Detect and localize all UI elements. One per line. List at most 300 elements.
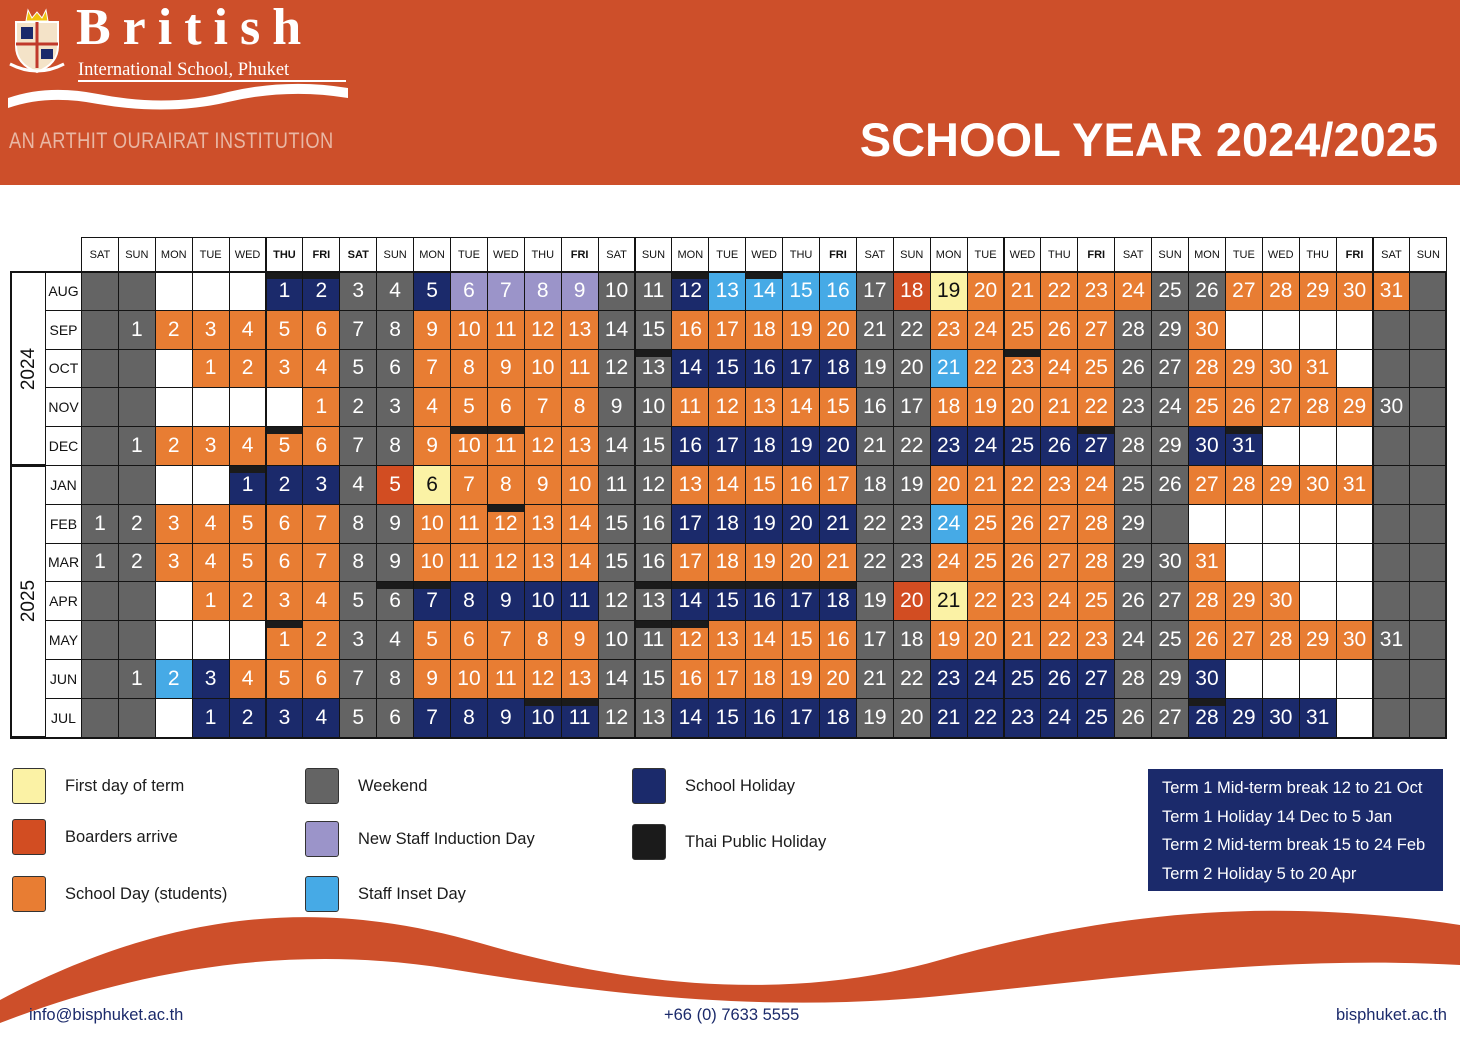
- term-line: Term 2 Holiday 5 to 20 Apr: [1162, 864, 1357, 883]
- calendar-day-cell: 5: [229, 504, 267, 544]
- calendar-day-cell: 7: [413, 581, 451, 621]
- calendar-day-cell: 15: [598, 504, 636, 544]
- calendar-day-cell: 2: [118, 504, 156, 544]
- calendar-day-cell: 11: [487, 659, 525, 699]
- public-holiday-marker: [451, 427, 487, 434]
- month-label: DEC: [45, 426, 82, 466]
- calendar-day-cell: 7: [339, 310, 377, 350]
- calendar-day-cell: 19: [782, 310, 820, 350]
- calendar-day-cell: 26: [1040, 426, 1078, 466]
- calendar-day-cell: 5: [376, 465, 414, 505]
- calendar-day-cell: [118, 465, 156, 505]
- calendar-day-cell: 29: [1114, 543, 1152, 583]
- calendar-day-cell: 4: [376, 620, 414, 660]
- calendar-day-cell: 3: [155, 543, 193, 583]
- public-holiday-marker: [672, 272, 708, 279]
- weekday-header: THU: [782, 237, 820, 272]
- calendar-day-cell: 23: [930, 659, 968, 699]
- calendar-day-cell: 28: [1188, 349, 1226, 389]
- calendar-day-cell: 20: [1004, 387, 1042, 427]
- month-label: JUL: [45, 698, 82, 738]
- calendar-day-cell: 7: [413, 698, 451, 738]
- calendar-day-cell: 28: [1077, 504, 1115, 544]
- calendar-day-cell: 1: [266, 271, 304, 311]
- calendar-day-cell: 6: [413, 465, 451, 505]
- calendar-day-cell: 4: [302, 349, 340, 389]
- calendar-day-cell: 8: [524, 271, 562, 311]
- calendar-day-cell: 8: [376, 659, 414, 699]
- calendar-day-cell: 28: [1262, 620, 1300, 660]
- calendar-day-cell: 22: [893, 659, 931, 699]
- term-line: Term 1 Holiday 14 Dec to 5 Jan: [1162, 807, 1393, 826]
- calendar-day-cell: 22: [856, 543, 894, 583]
- calendar-day-cell: [1373, 349, 1411, 389]
- calendar-day-cell: 23: [1040, 465, 1078, 505]
- calendar-day-cell: [81, 581, 119, 621]
- calendar-day-cell: 13: [561, 310, 599, 350]
- calendar-day-cell: 17: [819, 465, 857, 505]
- calendar-day-cell: 21: [856, 659, 894, 699]
- public-holiday-marker: [562, 699, 598, 706]
- calendar-day-cell: 21: [856, 426, 894, 466]
- calendar-day-cell: 28: [1188, 581, 1226, 621]
- calendar-day-cell: 26: [1114, 698, 1152, 738]
- calendar-day-cell: 12: [635, 465, 673, 505]
- calendar-day-cell: 22: [1040, 620, 1078, 660]
- calendar-day-cell: 20: [819, 426, 857, 466]
- calendar-day-cell: 31: [1225, 426, 1263, 466]
- calendar-day-cell: [1373, 543, 1411, 583]
- calendar-day-cell: 9: [413, 659, 451, 699]
- calendar-day-cell: 27: [1151, 698, 1189, 738]
- calendar-day-cell: 13: [524, 504, 562, 544]
- legend-item: [305, 821, 535, 857]
- calendar-day-cell: 28: [1299, 387, 1337, 427]
- month-label: NOV: [45, 387, 82, 427]
- footer-website[interactable]: bisphuket.ac.th: [1336, 1006, 1447, 1024]
- calendar-day-cell: [1188, 504, 1226, 544]
- calendar-day-cell: 18: [930, 387, 968, 427]
- calendar-day-cell: 10: [450, 310, 488, 350]
- calendar-day-cell: 22: [893, 310, 931, 350]
- term-dates-box: [1148, 769, 1443, 891]
- calendar-day-cell: 7: [302, 504, 340, 544]
- calendar-day-cell: 26: [1040, 310, 1078, 350]
- public-holiday-marker: [267, 272, 303, 279]
- calendar-day-cell: 5: [339, 698, 377, 738]
- calendar-day-cell: 31: [1373, 271, 1411, 311]
- calendar-day-cell: 9: [561, 620, 599, 660]
- calendar-day-cell: 20: [819, 310, 857, 350]
- calendar-day-cell: 30: [1188, 310, 1226, 350]
- calendar-day-cell: 17: [782, 698, 820, 738]
- calendar-day-cell: 30: [1336, 271, 1374, 311]
- year-label: [10, 271, 47, 466]
- calendar-day-cell: [1409, 620, 1447, 660]
- legend-label: School Day (students): [65, 884, 228, 903]
- calendar-day-cell: [1262, 504, 1300, 544]
- calendar-day-cell: [1225, 504, 1263, 544]
- calendar-day-cell: 27: [1151, 581, 1189, 621]
- month-label: MAY: [45, 620, 82, 660]
- calendar-day-cell: 29: [1151, 310, 1189, 350]
- legend-label: First day of term: [65, 776, 185, 795]
- calendar-day-cell: 8: [450, 698, 488, 738]
- calendar-day-cell: [1409, 698, 1447, 738]
- calendar-day-cell: 1: [302, 387, 340, 427]
- calendar-day-cell: 11: [487, 310, 525, 350]
- calendar-day-cell: 7: [339, 426, 377, 466]
- calendar-day-cell: 10: [635, 387, 673, 427]
- calendar-day-cell: 29: [1336, 387, 1374, 427]
- calendar-day-cell: [1262, 310, 1300, 350]
- calendar-day-cell: [1409, 581, 1447, 621]
- calendar-day-cell: 3: [266, 349, 304, 389]
- calendar-day-cell: 14: [598, 310, 636, 350]
- calendar-day-cell: 5: [413, 271, 451, 311]
- public-holiday-marker: [377, 582, 413, 589]
- calendar-day-cell: 12: [487, 504, 525, 544]
- calendar-day-cell: 5: [450, 387, 488, 427]
- calendar-day-cell: 31: [1373, 620, 1411, 660]
- calendar-day-cell: 23: [893, 504, 931, 544]
- calendar-day-cell: 4: [229, 659, 267, 699]
- calendar-day-cell: [118, 620, 156, 660]
- year-label-text: 2025: [17, 580, 39, 623]
- logo-name: British: [76, 0, 314, 56]
- legend-label: School Holiday: [685, 776, 796, 795]
- footer-phone[interactable]: +66 (0) 7633 5555: [664, 1006, 800, 1024]
- calendar-day-cell: 26: [1004, 543, 1042, 583]
- calendar-day-cell: [1262, 659, 1300, 699]
- calendar-day-cell: 25: [1077, 349, 1115, 389]
- calendar-day-cell: 16: [856, 387, 894, 427]
- public-holiday-marker: [525, 699, 561, 706]
- calendar-day-cell: 20: [893, 581, 931, 621]
- calendar-day-cell: [1409, 426, 1447, 466]
- calendar-day-cell: 16: [671, 426, 709, 466]
- calendar-day-cell: 27: [1188, 465, 1226, 505]
- year-label-text: 2024: [17, 347, 39, 390]
- calendar-day-cell: 15: [708, 349, 746, 389]
- calendar-day-cell: 8: [339, 504, 377, 544]
- calendar-day-cell: [155, 271, 193, 311]
- calendar-day-cell: 3: [339, 271, 377, 311]
- calendar-day-cell: 7: [487, 271, 525, 311]
- calendar-day-cell: 13: [635, 349, 673, 389]
- weekday-header: MON: [1188, 237, 1226, 272]
- calendar-day-cell: 22: [967, 698, 1005, 738]
- calendar-day-cell: [192, 387, 230, 427]
- calendar-day-cell: 22: [967, 349, 1005, 389]
- calendar-day-cell: 16: [635, 543, 673, 583]
- calendar-day-cell: 23: [1004, 349, 1042, 389]
- month-label: OCT: [45, 349, 82, 389]
- calendar-day-cell: 2: [229, 698, 267, 738]
- calendar-day-cell: [81, 620, 119, 660]
- calendar-day-cell: [1373, 465, 1411, 505]
- calendar-day-cell: [1299, 426, 1337, 466]
- calendar-day-cell: 8: [339, 543, 377, 583]
- calendar-day-cell: [81, 387, 119, 427]
- calendar-day-cell: 10: [524, 349, 562, 389]
- weekday-header: THU: [1040, 237, 1078, 272]
- legend-item: [305, 768, 427, 804]
- calendar-day-cell: 19: [745, 543, 783, 583]
- calendar-day-cell: [192, 620, 230, 660]
- weekday-header: SUN: [893, 237, 931, 272]
- calendar-day-cell: 4: [192, 543, 230, 583]
- calendar-day-cell: 1: [192, 581, 230, 621]
- calendar-day-cell: 23: [1004, 698, 1042, 738]
- calendar-day-cell: 17: [893, 387, 931, 427]
- weekday-header: SAT: [339, 237, 377, 272]
- calendar-day-cell: [155, 387, 193, 427]
- public-holiday-marker: [303, 272, 339, 279]
- public-holiday-marker: [636, 350, 672, 357]
- calendar-day-cell: [1336, 310, 1374, 350]
- calendar-day-cell: 1: [229, 465, 267, 505]
- legend-item: [12, 768, 184, 804]
- calendar-day-cell: [1336, 426, 1374, 466]
- calendar-day-cell: 20: [819, 659, 857, 699]
- calendar-day-cell: 25: [1077, 581, 1115, 621]
- calendar-day-cell: 29: [1299, 271, 1337, 311]
- calendar-day-cell: 3: [192, 426, 230, 466]
- public-holiday-marker: [1005, 350, 1041, 357]
- calendar-day-cell: 1: [81, 543, 119, 583]
- calendar-day-cell: [1409, 349, 1447, 389]
- calendar-day-cell: 15: [635, 659, 673, 699]
- calendar-day-cell: 24: [967, 310, 1005, 350]
- calendar-day-cell: 24: [1114, 620, 1152, 660]
- public-holiday-marker: [267, 621, 303, 628]
- legend-label: Thai Public Holiday: [685, 832, 827, 851]
- calendar-day-cell: [81, 271, 119, 311]
- calendar-day-cell: 10: [524, 698, 562, 738]
- calendar-day-cell: 15: [635, 310, 673, 350]
- calendar-day-cell: 14: [745, 620, 783, 660]
- legend-label: New Staff Induction Day: [358, 829, 535, 848]
- calendar-day-cell: 8: [450, 581, 488, 621]
- calendar-day-cell: 1: [192, 349, 230, 389]
- calendar-day-cell: 25: [1004, 310, 1042, 350]
- calendar-day-cell: 8: [450, 349, 488, 389]
- calendar-day-cell: 24: [1114, 271, 1152, 311]
- calendar-day-cell: 16: [635, 504, 673, 544]
- calendar-day-cell: [1225, 310, 1263, 350]
- calendar-day-cell: [1299, 659, 1337, 699]
- logo-tagline: AN ARTHIT OURAIRAT INSTITUTION: [9, 128, 334, 153]
- weekday-header: MON: [155, 237, 193, 272]
- calendar-day-cell: [1409, 543, 1447, 583]
- public-holiday-marker: [267, 427, 303, 434]
- calendar-day-cell: 5: [339, 349, 377, 389]
- calendar-day-cell: 20: [782, 543, 820, 583]
- calendar-day-cell: 18: [856, 465, 894, 505]
- calendar-day-cell: 9: [561, 271, 599, 311]
- calendar-day-cell: 15: [708, 581, 746, 621]
- calendar-day-cell: 7: [524, 387, 562, 427]
- calendar-day-cell: 29: [1114, 504, 1152, 544]
- calendar-day-cell: 18: [893, 271, 931, 311]
- calendar-day-cell: 4: [229, 310, 267, 350]
- calendar-day-cell: 7: [487, 620, 525, 660]
- calendar-day-cell: 30: [1188, 426, 1226, 466]
- calendar-day-cell: 19: [856, 581, 894, 621]
- calendar-day-cell: 22: [967, 581, 1005, 621]
- calendar-day-cell: 25: [1188, 387, 1226, 427]
- calendar-day-cell: 7: [302, 543, 340, 583]
- calendar-day-cell: 27: [1225, 271, 1263, 311]
- legend-label: Weekend: [358, 776, 428, 795]
- calendar-day-cell: 16: [819, 620, 857, 660]
- term-line: Term 1 Mid-term break 12 to 21 Oct: [1162, 779, 1423, 797]
- calendar-day-cell: 1: [118, 426, 156, 466]
- calendar-day-cell: 29: [1151, 659, 1189, 699]
- calendar-day-cell: 21: [819, 543, 857, 583]
- calendar-day-cell: 13: [708, 620, 746, 660]
- calendar-day-cell: 19: [782, 426, 820, 466]
- calendar-day-cell: [1409, 271, 1447, 311]
- calendar-day-cell: 15: [819, 387, 857, 427]
- calendar-day-cell: 16: [671, 310, 709, 350]
- calendar-day-cell: 13: [635, 581, 673, 621]
- legend-swatch-icon: [305, 768, 339, 804]
- calendar-day-cell: 13: [745, 387, 783, 427]
- calendar-day-cell: 28: [1077, 543, 1115, 583]
- legend-item: [632, 768, 795, 804]
- calendar-day-cell: 21: [1040, 387, 1078, 427]
- public-holiday-marker: [488, 505, 524, 512]
- calendar-day-cell: 18: [819, 581, 857, 621]
- month-label: MAR: [45, 543, 82, 583]
- calendar-day-cell: 2: [118, 543, 156, 583]
- calendar-day-cell: 24: [967, 426, 1005, 466]
- calendar-day-cell: 19: [930, 271, 968, 311]
- weekday-header: FRI: [1077, 237, 1115, 272]
- weekday-header: TUE: [1225, 237, 1263, 272]
- calendar-day-cell: 18: [893, 620, 931, 660]
- weekday-header: SUN: [376, 237, 414, 272]
- calendar-day-cell: 20: [967, 271, 1005, 311]
- calendar-day-cell: 25: [967, 504, 1005, 544]
- calendar-day-cell: 23: [1004, 581, 1042, 621]
- calendar-day-cell: 22: [856, 504, 894, 544]
- calendar-day-cell: 30: [1336, 620, 1374, 660]
- calendar-day-cell: [1299, 543, 1337, 583]
- calendar-day-cell: 11: [635, 271, 673, 311]
- weekday-header: MON: [413, 237, 451, 272]
- calendar-day-cell: 19: [856, 698, 894, 738]
- calendar-day-cell: [155, 581, 193, 621]
- calendar-day-cell: 3: [266, 581, 304, 621]
- calendar-day-cell: 11: [450, 543, 488, 583]
- calendar-day-cell: 11: [561, 581, 599, 621]
- calendar-day-cell: [1336, 581, 1374, 621]
- calendar-day-cell: 20: [893, 698, 931, 738]
- calendar-day-cell: [1409, 387, 1447, 427]
- weekday-header: WED: [229, 237, 267, 272]
- calendar-day-cell: 24: [1151, 387, 1189, 427]
- month-label: AUG: [45, 271, 82, 311]
- calendar-day-cell: 23: [1114, 387, 1152, 427]
- calendar-day-cell: [118, 387, 156, 427]
- calendar-day-cell: [1336, 504, 1374, 544]
- calendar-day-cell: 2: [266, 465, 304, 505]
- calendar-day-cell: 21: [930, 698, 968, 738]
- calendar-day-cell: [1299, 310, 1337, 350]
- calendar-day-cell: [155, 349, 193, 389]
- calendar-day-cell: [1373, 581, 1411, 621]
- legend-swatch-icon: [305, 821, 339, 857]
- calendar-day-cell: [1336, 698, 1374, 738]
- calendar-day-cell: 31: [1299, 698, 1337, 738]
- calendar-day-cell: 15: [635, 426, 673, 466]
- calendar-day-cell: 1: [192, 698, 230, 738]
- calendar-day-cell: 19: [893, 465, 931, 505]
- calendar-day-cell: 27: [1151, 349, 1189, 389]
- calendar-day-cell: 25: [1004, 426, 1042, 466]
- calendar-day-cell: 24: [1040, 581, 1078, 621]
- calendar-day-cell: [1151, 504, 1189, 544]
- weekday-header: MON: [671, 237, 709, 272]
- calendar-day-cell: 6: [302, 659, 340, 699]
- legend-item: [632, 824, 826, 860]
- calendar-day-cell: 19: [856, 349, 894, 389]
- month-label: APR: [45, 581, 82, 621]
- calendar-day-cell: 5: [339, 581, 377, 621]
- calendar-day-cell: 27: [1262, 387, 1300, 427]
- calendar-day-cell: 12: [524, 310, 562, 350]
- calendar-day-cell: 24: [967, 659, 1005, 699]
- footer-email[interactable]: info@bisphuket.ac.th: [29, 1006, 184, 1024]
- calendar-day-cell: [1336, 349, 1374, 389]
- public-holiday-marker: [1078, 427, 1114, 434]
- calendar-day-cell: 9: [413, 310, 451, 350]
- weekday-header: THU: [266, 237, 304, 272]
- calendar-day-cell: [1336, 659, 1374, 699]
- calendar-day-cell: 23: [893, 543, 931, 583]
- calendar-day-cell: 17: [782, 349, 820, 389]
- calendar-day-cell: 26: [1040, 659, 1078, 699]
- calendar-day-cell: 27: [1077, 426, 1115, 466]
- calendar-day-cell: 15: [708, 698, 746, 738]
- calendar-day-cell: 17: [708, 310, 746, 350]
- calendar-day-cell: 12: [524, 426, 562, 466]
- calendar-day-cell: 18: [708, 543, 746, 583]
- legend-swatch-icon: [12, 768, 46, 804]
- calendar-day-cell: 10: [561, 465, 599, 505]
- calendar-day-cell: 26: [1114, 349, 1152, 389]
- calendar-day-cell: 11: [487, 426, 525, 466]
- calendar-day-cell: 3: [192, 659, 230, 699]
- calendar-day-cell: 30: [1188, 659, 1226, 699]
- calendar-day-cell: 12: [598, 698, 636, 738]
- calendar-day-cell: 29: [1225, 698, 1263, 738]
- calendar-day-cell: 12: [671, 271, 709, 311]
- weekday-header: SUN: [1409, 237, 1447, 272]
- calendar-day-cell: 5: [229, 543, 267, 583]
- calendar-day-cell: 18: [745, 659, 783, 699]
- calendar-day-cell: [192, 465, 230, 505]
- calendar-day-cell: 19: [930, 620, 968, 660]
- calendar-day-cell: 26: [1188, 620, 1226, 660]
- legend-swatch-icon: [632, 768, 666, 804]
- calendar-day-cell: 12: [487, 543, 525, 583]
- calendar-day-cell: 11: [671, 387, 709, 427]
- calendar-day-cell: 10: [413, 504, 451, 544]
